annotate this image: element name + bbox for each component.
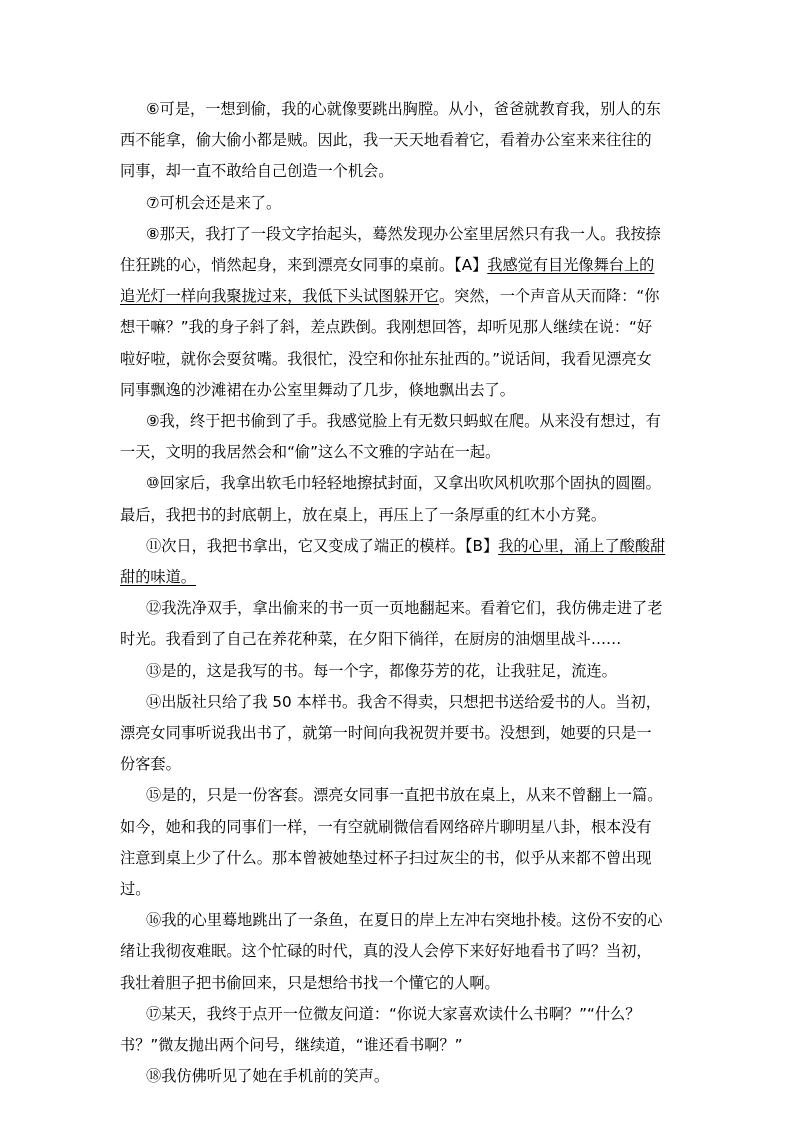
paragraph-text: 【B】	[464, 536, 499, 555]
paragraph-p17	[120, 999, 666, 1061]
paragraph-p7	[120, 188, 666, 219]
paragraph-text: 某天，我终于点开一位微友问道：“你说大家喜欢读什么书啊？”“什么？书？”微友抛出两个问号，继续道，“谁还看书啊？”	[120, 1004, 641, 1055]
paragraph-text: 可机会还是来了。	[159, 193, 282, 212]
paragraph-number: ⑰	[146, 1004, 162, 1023]
paragraph-p18	[120, 1061, 666, 1092]
paragraph-text: 是的，这是我写的书。每一个字，都像芬芳的花，让我驻足，流连。	[161, 661, 617, 680]
paragraph-number: ⑱	[146, 1067, 162, 1086]
underlined-sentence: 我的心里，涌上了酸酸甜甜的味道。	[120, 536, 666, 587]
paragraph-text: 我洗净双手，拿出偷来的书一页一页地翻起来。看着它们，我仿佛走进了老时光。我看到了自己在养花种菜，在夕阳下徜徉，在厨房的油烟里战斗……	[120, 599, 663, 649]
paragraph-number: ⑩	[146, 474, 160, 493]
paragraph-p14	[120, 687, 666, 781]
paragraph-text: 次日，我把书拿出，它又变成了端正的模样。	[161, 536, 465, 555]
paragraph-text: 我，终于把书偷到了手。我感觉脸上有无数只蚂蚁在爬。从来没有想过，有一天，文明的我居然会和“偷”这么不文雅的字站在一起。	[120, 412, 661, 462]
paragraph-number: ⑪	[146, 536, 162, 555]
paragraph-p6	[120, 94, 666, 188]
paragraph-number: ⑨	[146, 412, 160, 431]
paragraph-p9	[120, 406, 666, 468]
paragraph-text: 我的心里蓦地跳出了一条鱼，在夏日的岸上左冲右突地扑棱。这份不安的心绪让我彻夜难眠。这个忙碌的时代，真的没人会停下来好好地看书了吗？当初，我壮着胆子把书偷回来，只是想给书找一个懂它的人啊。	[120, 911, 663, 992]
paragraph-p13	[120, 656, 666, 687]
document-body	[120, 94, 666, 1093]
paragraph-p11	[120, 531, 666, 593]
paragraph-number: ⑫	[146, 599, 162, 618]
paragraph-p15	[120, 780, 666, 905]
paragraph-text: 回家后，我拿出软毛巾轻轻地擦拭封面，又拿出吹风机吹那个固执的圆圈。最后，我把书的封底朝上，放在桌上，再压上了一条厚重的红木小方凳。	[120, 474, 661, 524]
paragraph-p8	[120, 219, 666, 406]
paragraph-p12	[120, 593, 666, 655]
paragraph-number: ⑥	[146, 100, 160, 118]
paragraph-text: 【A】	[454, 256, 488, 275]
paragraph-text: 我仿佛听见了她在手机前的笑声。	[161, 1067, 389, 1086]
paragraph-p16	[120, 905, 666, 999]
paragraph-text: 那天，我打了一段文字抬起头，蓦然发现办公室里居然只有我一人。我按捺住狂跳的心，悄然起身，来到漂亮女同事的桌前。	[120, 224, 661, 275]
underlined-sentence: 我感觉有目光像舞台上的追光灯一样向我聚拢过来，我低下头试图躲开它	[120, 256, 655, 306]
paragraph-number: ⑯	[146, 911, 162, 930]
paragraph-text: 是的，只是一份客套。漂亮女同事一直把书放在桌上，从来不曾翻上一篇。如今，她和我的同事们一样，一有空就刷微信看网络碎片聊明星八卦，根本没有注意到桌上少了什么。那本曾被她垫过杯子扫过灰尘的书，似乎从来都不曾出现过。	[120, 786, 663, 899]
paragraph-number: ⑬	[146, 661, 162, 680]
paragraph-number: ⑦	[146, 193, 160, 212]
paragraph-number: ⑧	[146, 224, 160, 243]
paragraph-number: ⑮	[146, 786, 162, 805]
paragraph-text: 出版社只给了我 50 本样书。我舍不得卖，只想把书送给爱书的人。当初，漂亮女同事听说我出书了，就第一时间向我祝贺并要书。没想到，她要的只是一份客套。	[120, 692, 661, 774]
paragraph-p10	[120, 468, 666, 530]
paragraph-text: 。突然，一个声音从天而降：“你想干嘛？”我的身子斜了斜，差点跌倒。我刚想回答，却听见那人继续在说：“好啦好啦，就你会耍贫嘴。我很忙，没空和你扯东扯西的。”说话间，我看见漂亮女同事飘逸的沙滩裙在办公室里舞动了几步，倏地飘出去了。	[120, 287, 660, 399]
paragraph-number: ⑭	[146, 692, 162, 711]
paragraph-text: 可是，一想到偷，我的心就像要跳出胸膛。从小，爸爸就教育我，别人的东西不能拿，偷大偷小都是贼。因此，我一天天地看着它，看着办公室来来往往的同事，却一直不敢给自己创造一个机会。	[120, 100, 661, 181]
